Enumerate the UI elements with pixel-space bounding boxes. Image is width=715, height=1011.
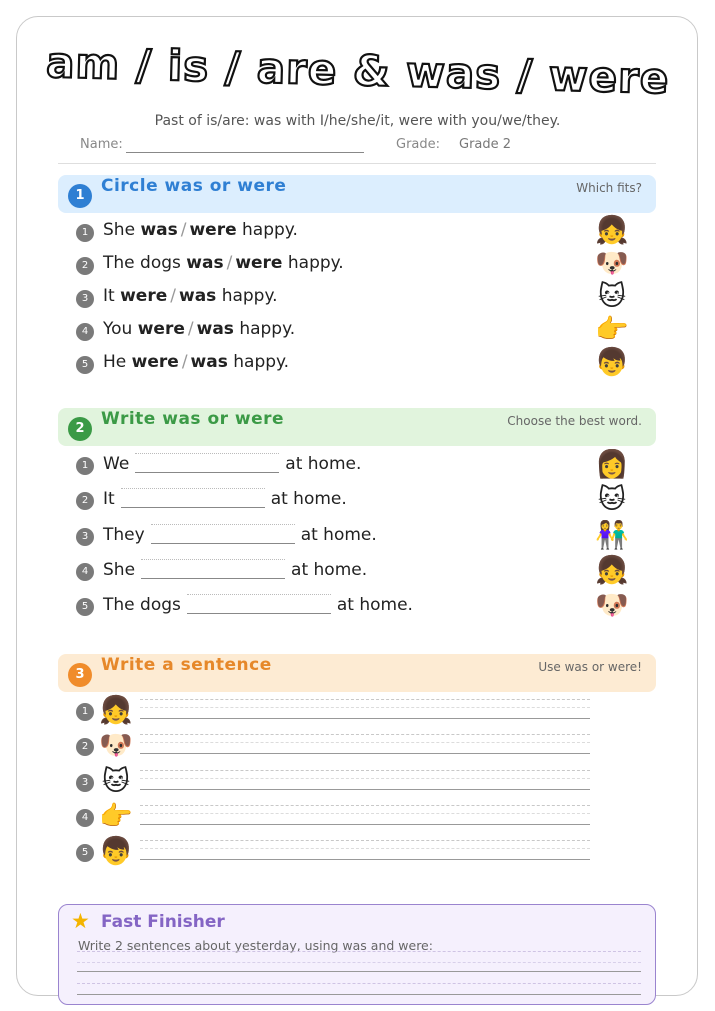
writing-line[interactable] <box>140 770 590 792</box>
grade-value: Grade 2 <box>459 137 512 152</box>
option-were[interactable]: were <box>131 352 179 372</box>
section-2-number: 2 <box>68 417 92 441</box>
writing-line[interactable] <box>77 971 641 972</box>
section-2-banner <box>58 408 656 446</box>
girl-icon: 👧 <box>595 215 629 246</box>
answer-blank[interactable] <box>151 524 295 544</box>
item-number: 5 <box>76 844 94 862</box>
cat-icon: 🐱 <box>597 281 627 312</box>
option-was[interactable]: was <box>178 286 217 306</box>
sentence: The dogs at home. <box>103 595 413 615</box>
page-subtitle: Past of is/are: was with I/he/she/it, were with you/we/they. <box>154 113 561 129</box>
star-icon: ★ <box>71 909 90 933</box>
section-1-hint: Which fits? <box>576 181 642 195</box>
section-1-number: 1 <box>68 184 92 208</box>
item-number: 4 <box>76 563 94 581</box>
section-3-title: Write a sentence <box>101 655 272 675</box>
sentence: They at home. <box>103 525 377 545</box>
item-number: 3 <box>76 774 94 792</box>
writing-line-guide <box>77 962 641 963</box>
sentence: We at home. <box>103 454 362 474</box>
dog-icon: 🐶 <box>99 730 133 761</box>
item-number: 1 <box>76 703 94 721</box>
section-1-banner <box>58 175 656 213</box>
dog-icon: 🐶 <box>595 248 629 279</box>
writing-line[interactable] <box>140 699 590 721</box>
item-number: 1 <box>76 457 94 475</box>
sentence: It at home. <box>103 489 347 509</box>
item-number: 4 <box>76 323 94 341</box>
page-title: am / is / are & was / were <box>45 37 670 104</box>
section-3-banner <box>58 654 656 692</box>
option-were[interactable]: were <box>235 253 283 273</box>
sentence: He were / was happy. <box>103 352 290 372</box>
option-was[interactable]: was <box>140 220 178 240</box>
option-were[interactable]: were <box>137 319 185 339</box>
name-field[interactable] <box>126 152 364 153</box>
option-was[interactable]: was <box>186 253 224 273</box>
answer-blank[interactable] <box>187 594 331 614</box>
writing-line[interactable] <box>77 994 641 995</box>
header-divider <box>58 163 656 164</box>
cat-icon: 🐱 <box>101 766 131 797</box>
item-number: 4 <box>76 809 94 827</box>
section-2-hint: Choose the best word. <box>507 414 642 428</box>
grade-label: Grade: <box>396 137 441 152</box>
writing-line-guide <box>77 983 641 984</box>
section-3-number: 3 <box>68 663 92 687</box>
writing-line[interactable] <box>140 734 590 756</box>
woman-icon: 👩 <box>595 449 629 480</box>
dog-icon: 🐶 <box>595 590 629 621</box>
option-was[interactable]: was <box>196 319 234 339</box>
sentence: She at home. <box>103 560 368 580</box>
section-3-hint: Use was or were! <box>538 660 642 674</box>
item-number: 5 <box>76 598 94 616</box>
couple-icon: 👫 <box>595 520 629 551</box>
boy-icon: 👦 <box>595 347 629 378</box>
item-number: 2 <box>76 492 94 510</box>
fast-finisher-title: Fast Finisher <box>101 912 225 932</box>
item-number: 1 <box>76 224 94 242</box>
fast-finisher-box <box>58 904 656 1005</box>
sentence: It were / was happy. <box>103 286 278 306</box>
answer-blank[interactable] <box>141 559 285 579</box>
option-were[interactable]: were <box>189 220 237 240</box>
pointing-hand-icon: 👉 <box>595 314 629 345</box>
option-were[interactable]: were <box>120 286 168 306</box>
pointing-hand-icon: 👉 <box>99 801 133 832</box>
girl-icon: 👧 <box>595 555 629 586</box>
sentence: You were / was happy. <box>103 319 296 339</box>
section-2-title: Write was or were <box>101 409 285 429</box>
fast-finisher-prompt: Write 2 sentences about yesterday, using was and were: <box>78 938 433 953</box>
writing-line[interactable] <box>140 805 590 827</box>
boy-icon: 👦 <box>99 836 133 867</box>
section-1-title: Circle was or were <box>101 176 287 196</box>
girl-icon: 👧 <box>99 695 133 726</box>
answer-blank[interactable] <box>121 488 265 508</box>
name-label: Name: <box>80 137 123 152</box>
item-number: 2 <box>76 257 94 275</box>
item-number: 3 <box>76 528 94 546</box>
writing-line[interactable] <box>140 840 590 862</box>
cat-icon: 🐱 <box>597 484 627 515</box>
item-number: 3 <box>76 290 94 308</box>
item-number: 5 <box>76 356 94 374</box>
option-was[interactable]: was <box>190 352 228 372</box>
sentence: The dogs was / were happy. <box>103 253 344 273</box>
student-info-row <box>80 137 650 157</box>
writing-line-guide <box>77 951 641 952</box>
sentence: She was / were happy. <box>103 220 298 240</box>
answer-blank[interactable] <box>135 453 279 473</box>
item-number: 2 <box>76 738 94 756</box>
